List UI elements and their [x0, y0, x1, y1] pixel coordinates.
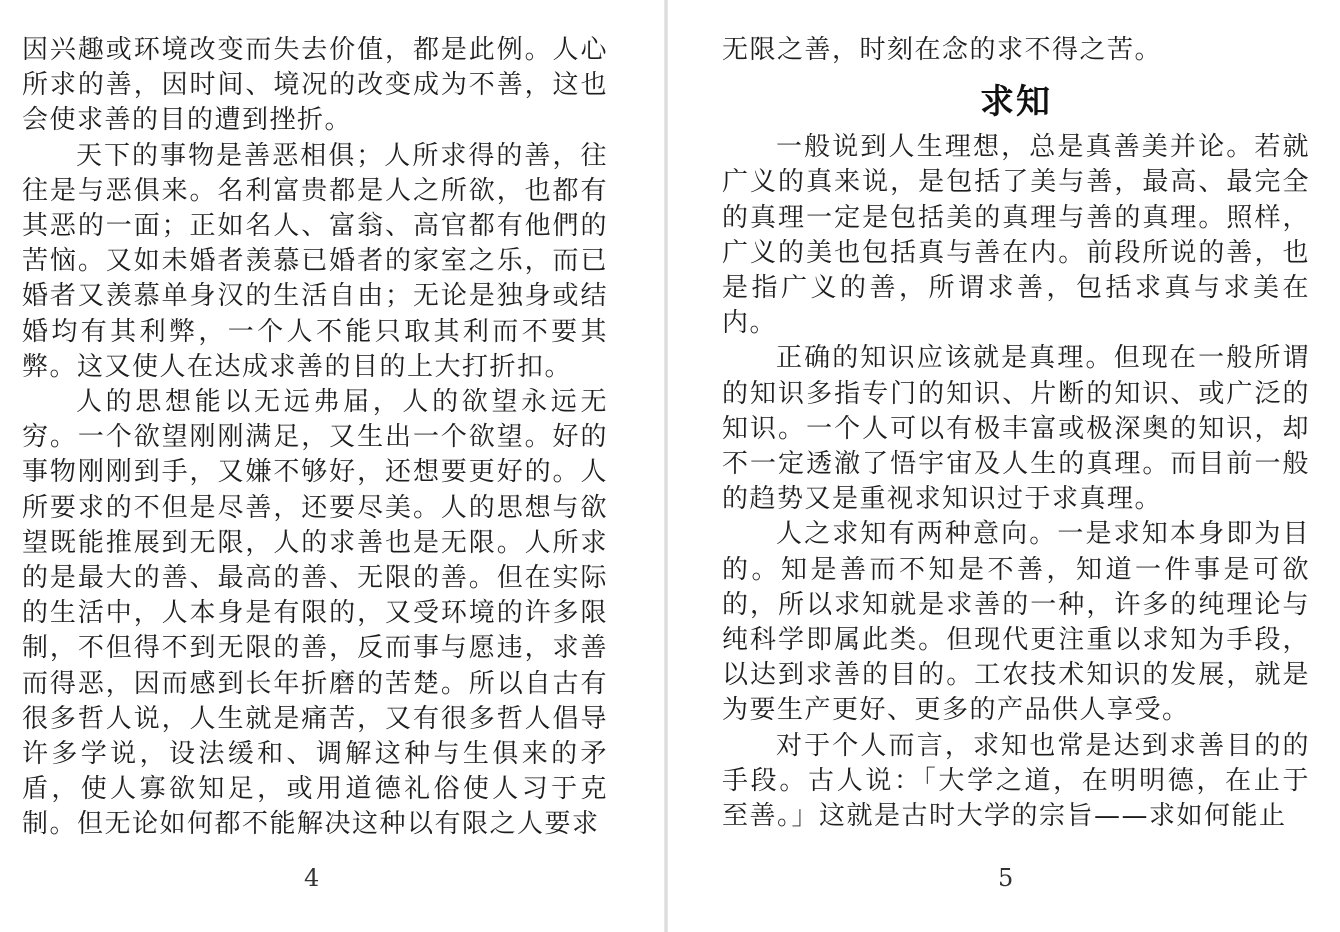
paragraph: 人的思想能以无远弗届，人的欲望永远无穷。一个欲望刚刚满足，又生出一个欲望。好的事物刚刚到手，又嫌不够好，还想要更好的。人所要求的不但是尽善，还要尽美。人的思想与欲望既能推展到无限，人的求善也是无限。人所求的是最大的善、最高的善、无限的善。但在实际的生活中，人本身是有限的，又受环境的许多限制，不但得不到无限的善，反而事与愿违，求善而得恶，因而感到长年折磨的苦楚。所以自古有很多哲人说，人生就是痛苦，又有很多哲人倡导许多学说，设法缓和、调解这种与生俱来的矛盾，使人寡欲知足，或用道德礼俗使人习于克制。但无论如何都不能解决这种以有限之人要求: [22, 387, 608, 840]
paragraph: 人之求知有两种意向。一是求知本身即为目的。知是善而不知是不善，知道一件事是可欲的，所以求知就是求善的一种，许多的纯理论与纯科学即属此类。但现代更注重以求知为手段，以达到求善的目的。工农技术知识的发展，就是为要生产更好、更多的产品供人享受。: [722, 519, 1310, 726]
paragraph: 正确的知识应该就是真理。但现在一般所谓的知识多指专门的知识、片断的知识、或广泛的知识。一个人可以有极丰富或极深奥的知识，却不一定透澈了悟宇宙及人生的真理。而目前一般的趋势又是重视求知识过于求真理。: [722, 343, 1310, 515]
left-page-text: [22, 33, 608, 843]
right-page-text: [722, 33, 1310, 834]
page-number-left: 4: [304, 864, 320, 892]
paragraph: 一般说到人生理想，总是真善美并论。若就广义的真来说，是包括了美与善，最高、最完全的真理一定是包括美的真理与善的真理。照样，广义的美也包括真与善在内。前段所说的善，也是指广义的善，所谓求善，包括求真与求美在内。: [722, 132, 1310, 339]
paragraph-continued: 无限之善，时刻在念的求不得之苦。: [722, 35, 1163, 65]
page-number-right: 5: [998, 864, 1014, 892]
right-page: [668, 0, 1340, 932]
paragraph: 天下的事物是善恶相俱；人所求得的善，往往是与恶俱来。名利富贵都是人之所欲，也都有其恶的一面；正如名人、富翁、高官都有他們的苦恼。又如未婚者羡慕已婚者的家室之乐，而已婚者又羡慕单身汉的生活自由；无论是独身或结婚均有其利弊，一个人不能只取其利而不要其弊。这又使人在达成求善的目的上大打折扣。: [22, 140, 608, 382]
paragraph-continued: 因兴趣或环境改变而失去价值，都是此例。人心所求的善，因时间、境况的改变成为不善，这也会使求善的目的遭到挫折。: [22, 35, 608, 136]
left-page: [0, 0, 664, 932]
section-heading: 求知: [980, 82, 1052, 123]
paragraph: 对于个人而言，求知也常是达到求善目的的手段。古人说：「大学之道，在明明德，在止于至善。」这就是古时大学的宗旨——求如何能止: [722, 730, 1310, 832]
